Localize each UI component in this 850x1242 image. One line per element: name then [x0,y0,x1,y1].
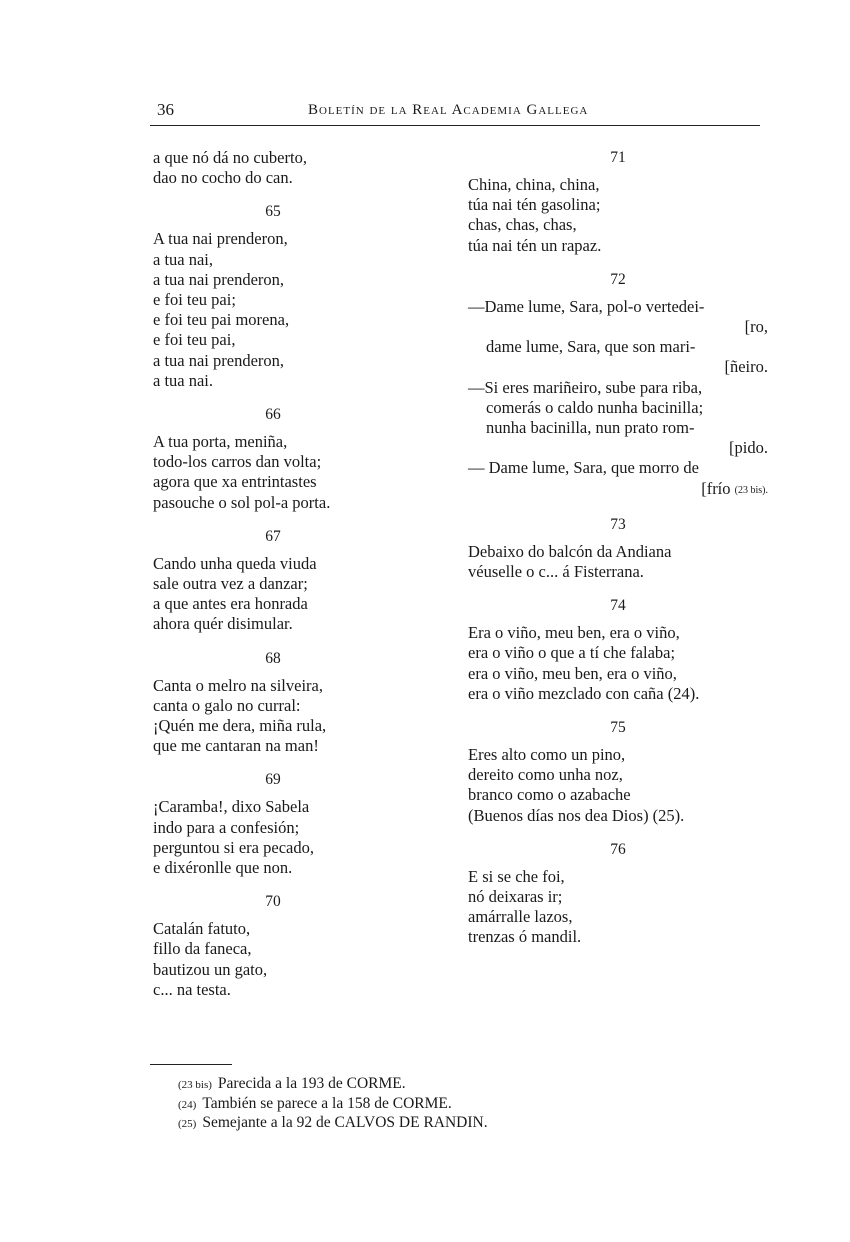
verse-line: que me cantaran na man! [153,736,319,756]
verse-line: comerás o caldo nunha bacinilla; [486,397,704,417]
stanza-67 [153,527,393,635]
verse-line-continuation: [ro, [744,317,768,337]
left-column [153,148,393,1000]
stanza-number: 76 [610,840,626,858]
verse-line: trenzas ó mandil. [468,927,582,947]
stanza-number: 73 [610,515,626,533]
stanza-68 [153,649,393,757]
stanza-72 [468,270,768,501]
verse-line: ¡Quén me dera, miña rula, [153,716,327,736]
verse-line: China, china, china, [468,175,600,194]
verse-line: era o viño, meu ben, era o viño, [468,663,677,683]
footnote-text: Parecida a la 193 de CORME. [217,1075,406,1092]
verse-line: a tua nai. [153,370,214,390]
footnote-text: También se parece a la 158 de CORME. [202,1094,452,1112]
page-number: 36 [157,100,174,119]
stanza-74 [468,596,768,704]
verse-line: túa nai tén gasolina; [468,195,601,215]
verse-line: pasouche o sol pol-a porta. [153,492,331,512]
verse-line: túa nai tén un rapaz. [468,235,602,255]
verse-line: e foi teu pai; [153,290,236,310]
verse-line: nunha bacinilla, nun prato rom- [486,418,695,438]
verse-line: chas, chas, chas, [468,215,577,235]
verse-line: Era o viño, meu ben, era o viño, [468,623,680,643]
stanza-number: 74 [610,597,626,615]
verse-line: indo para a confesión; [153,817,300,837]
verse-line: Canta o melro na silveira, [153,675,323,695]
footnote-ref: (25) [178,1118,197,1130]
verse-line: (Buenos días nos dea Dios) (25). [468,805,685,825]
verse-line-continuation: [ñeiro. [724,357,768,377]
verse-line: véuselle o c... á Fisterrana. [468,562,644,582]
verse-line: sale outra vez a danzar; [153,574,308,594]
stanza-number: 72 [610,270,626,288]
stanza-75 [468,718,768,826]
footnote-rule [150,1064,232,1065]
verse-line: c... na testa. [153,979,231,999]
stanza-69 [153,770,393,878]
verse-line: branco como o azabache [468,785,631,805]
stanza-71 [468,148,768,256]
stanza-70 [153,892,393,1000]
verse-line: a que antes era honrada [153,594,308,614]
verse-line: era o viño mezclado con caña (24). [468,683,700,703]
verse-line: Catalán fatuto, [153,919,251,939]
stanza-number: 66 [265,406,281,424]
journal-title: Boletín de la Real Academia Gallega [308,102,589,118]
verse-line: —Si eres mariñeiro, sube para riba, [468,377,703,397]
verse-line: E si se che foi, [468,866,565,886]
stanza-number: 69 [265,771,281,789]
verse-line: perguntou si era pecado, [153,837,314,857]
verse-line: a tua nai prenderon, [153,350,285,370]
verse-line: a tua nai prenderon, [153,269,285,289]
header-rule [150,125,760,126]
verse-line: fillo da faneca, [153,939,252,959]
verse-line: ¡Caramba!, dixo Sabela [153,797,310,817]
verse-line: — Dame lume, Sara, que morro de [468,458,699,478]
verse-line: dereito como unha noz, [468,765,623,785]
verse-line: —Dame lume, Sara, pol-o vertedei- [468,296,705,316]
footnote [150,1095,750,1115]
verse-line: bautizou un gato, [153,959,268,979]
stanza-65 [153,202,393,391]
verse-line: dame lume, Sara, que son mari- [486,337,696,357]
verse-text: [frío [701,478,731,498]
right-column [468,134,768,948]
footnote-ref: (23 bis) [178,1079,212,1091]
verse-line: dao no cocho do can. [153,168,293,188]
opening-lines [153,148,393,188]
verse-line: Eres alto como un pino, [468,745,626,765]
footnote [150,1114,750,1134]
stanza-76 [468,840,768,948]
stanza-number: 70 [265,893,281,911]
verse-line: canta o galo no curral: [153,695,301,715]
verse-line: nó deixaras ir; [468,887,563,907]
verse-line: era o viño o que a tí che falaba; [468,643,676,663]
stanza-number: 71 [610,149,626,166]
verse-line: A tua nai prenderon, [153,229,288,249]
verse-line: e foi teu pai, [153,330,236,350]
verse-line: Cando unha queda viuda [153,553,317,573]
stanza-number: 75 [610,719,626,737]
stanza-number: 67 [265,527,281,545]
footnote [150,1075,750,1095]
running-header [150,100,760,126]
footnote-ref: (24) [178,1098,197,1111]
stanza-number: 65 [265,203,281,221]
verse-line: a que nó dá no cuberto, [153,148,307,167]
stanza-66 [153,405,393,513]
footnote-text: Semejante a la 92 de CALVOS DE RANDIN. [202,1114,488,1131]
verse-line-continuation [468,479,768,501]
stanza-73 [468,515,768,582]
verse-line: a tua nai, [153,249,214,269]
verse-line: e dixéronlle que non. [153,858,293,878]
verse-line: A tua porta, meniña, [153,432,288,452]
verse-line-continuation: [pido. [729,438,768,458]
footnotes [150,1064,750,1134]
verse-line: todo-los carros dan volta; [153,452,322,472]
verse-line: e foi teu pai morena, [153,310,290,330]
verse-line: agora que xa entrintastes [153,472,317,492]
footnote-reference: (23 bis). [734,484,768,496]
verse-line: ahora quér disimular. [153,614,293,634]
verse-line: amárralle lazos, [468,907,573,927]
verse-line: Debaixo do balcón da Andiana [468,541,672,561]
stanza-number: 68 [265,649,281,667]
